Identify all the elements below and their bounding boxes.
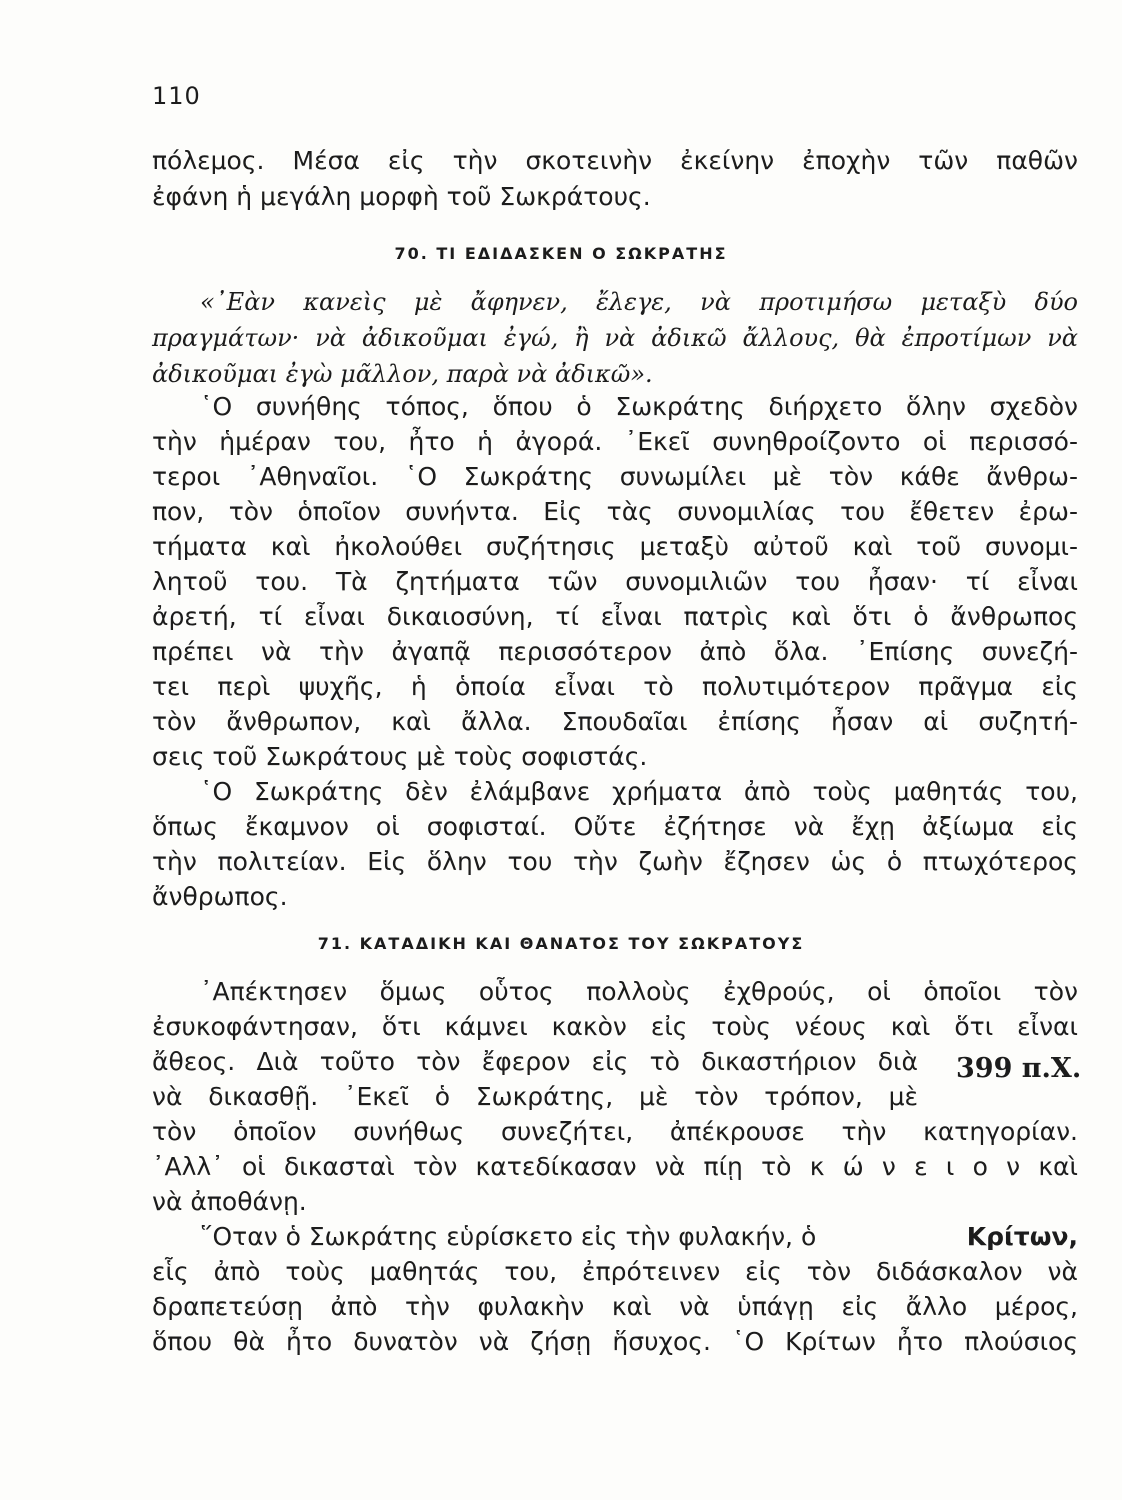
section-heading: 71. ΚΑΤΑΔΙΚΗ ΚΑΙ ΘΑΝΑΤΟΣ ΤΟΥ ΣΩΚΡΑΤΟΥΣ [317, 934, 805, 953]
body-line: τὴν πολιτείαν. Εἰς ὅλην του τὴν ζωὴν ἔζησεν ὡς ὁ πτωχότερος [152, 847, 1078, 876]
body-line: πρέπει νὰ τὴν ἀγαπᾷ περισσότερον ἀπὸ ὅλα. ᾿Επίσης συνεζή- [152, 637, 1078, 666]
body-line: ῾Ο Σωκράτης δὲν ἐλάμβανε χρήματα ἀπὸ τοὺς μαθητάς του, [200, 777, 1078, 806]
body-line: ὅπως ἔκαμνον οἱ σοφισταί. Οὔτε ἐζήτησε νὰ ἔχῃ ἀξίωμα εἰς [152, 812, 1078, 841]
body-line: πον, τὸν ὁποῖον συνήντα. Εἰς τὰς συνομιλίας του ἔθετεν ἐρω- [152, 497, 1078, 526]
body-line: ἐσυκοφάντησαν, ὅτι κάμνει κακὸν εἰς τοὺς νέους καὶ ὅτι εἶναι [152, 1012, 1078, 1041]
body-line: ἄνθρωπος. [152, 882, 288, 911]
body-line: τὴν ἡμέραν του, ἦτο ἡ ἀγορά. ᾿Εκεῖ συνηθροίζοντο οἱ περισσό- [152, 427, 1078, 456]
body-line: σεις τοῦ Σωκράτους μὲ τοὺς σοφιστάς. [152, 742, 648, 771]
body-line: ἀρετή, τί εἶναι δικαιοσύνη, τί εἶναι πατρὶς καὶ ὅτι ὁ ἄνθρωπος [152, 602, 1078, 631]
body-line: ᾿Απέκτησεν ὅμως οὗτος πολλοὺς ἐχθρούς, οἱ ὁποῖοι τὸν [200, 977, 1078, 1006]
bold-name: Κρίτων, [966, 1222, 1078, 1251]
body-line: τεροι ᾿Αθηναῖοι. ῾Ο Σωκράτης συνωμίλει μὲ τὸν κάθε ἄνθρω- [152, 462, 1078, 491]
margin-date-note: 399 π.Χ. [956, 1053, 1082, 1084]
body-line: τὸν ὁποῖον συνήθως συνεζήτει, ἀπέκρουσε τὴν κατηγορίαν. [152, 1117, 1078, 1146]
body-line: τήματα καὶ ἠκολούθει συζήτησις μεταξὺ αὐτοῦ καὶ τοῦ συνομι- [152, 532, 1078, 561]
body-line: εἷς ἀπὸ τοὺς μαθητάς του, ἐπρότεινεν εἰς τὸν διδάσκαλον νὰ [152, 1257, 1078, 1286]
intro-line: πόλεμος. Μέσα εἰς τὴν σκοτεινὴν ἐκείνην ἐποχὴν τῶν παθῶν [152, 146, 1078, 175]
body-line-text: ῞Οταν ὁ Σωκράτης εὑρίσκετο εἰς τὴν φυλακήν, ὁ [200, 1222, 817, 1251]
body-line: τει περὶ ψυχῆς, ἡ ὁποία εἶναι τὸ πολυτιμότερον πρᾶγμα εἰς [152, 672, 1078, 701]
body-line: ὅπου θὰ ἦτο δυνατὸν νὰ ζήσῃ ἥσυχος. ῾Ο Κρίτων ἦτο πλούσιος [152, 1327, 1078, 1356]
section-heading: 70. ΤΙ ΕΔΙΔΑΣΚΕΝ Ο ΣΩΚΡΑΤΗΣ [394, 244, 728, 263]
body-line: νὰ δικασθῇ. ᾿Εκεῖ ὁ Σωκράτης, μὲ τὸν τρόπον, μὲ [152, 1082, 918, 1111]
quote-line: ἀδικοῦμαι ἐγὼ μᾶλλον, παρὰ νὰ ἀδικῶ». [152, 360, 653, 388]
body-line: τὸν ἄνθρωπον, καὶ ἄλλα. Σπουδαῖαι ἐπίσης ἦσαν αἱ συζητή- [152, 707, 1078, 736]
body-line: νὰ ἀποθάνῃ. [152, 1187, 307, 1216]
quote-line: πραγμάτων· νὰ ἀδικοῦμαι ἐγώ, ἢ νὰ ἀδικῶ ἄλλους, θὰ ἐπροτίμων νὰ [152, 324, 1078, 352]
body-line: ᾿Αλλ᾿ οἱ δικασταὶ τὸν κατεδίκασαν νὰ πίῃ τὸ κ ώ ν ε ι ο ν καὶ [152, 1152, 1078, 1181]
body-line: ῾Ο συνήθης τόπος, ὅπου ὁ Σωκράτης διήρχετο ὅλην σχεδὸν [200, 392, 1078, 421]
intro-line: ἐφάνη ἡ μεγάλη μορφὴ τοῦ Σωκράτους. [152, 182, 651, 211]
page-number: 110 [152, 82, 201, 110]
body-line: δραπετεύσῃ ἀπὸ τὴν φυλακὴν καὶ νὰ ὑπάγῃ εἰς ἄλλο μέρος, [152, 1292, 1078, 1321]
quote-line: «᾿Εὰν κανεὶς μὲ ἄφηνεν, ἔλεγε, νὰ προτιμήσω μεταξὺ δύο [200, 288, 1078, 316]
body-line: λητοῦ του. Τὰ ζητήματα τῶν συνομιλιῶν του ἦσαν· τί εἶναι [152, 567, 1078, 596]
body-line-with-name [200, 1219, 1078, 1255]
body-line: ἄθεος. Διὰ τοῦτο τὸν ἔφερον εἰς τὸ δικαστήριον διὰ [152, 1047, 918, 1076]
